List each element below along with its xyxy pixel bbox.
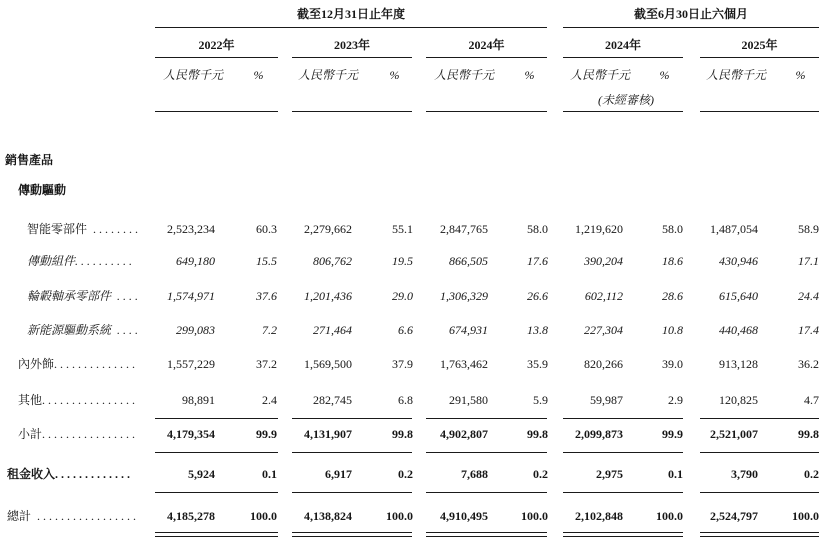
amount-2023: 271,464	[313, 323, 352, 337]
percent-2024-h1: 10.8	[662, 323, 683, 337]
amount-2022: 4,185,278	[167, 509, 215, 523]
percent-unit-2025-h1: %	[795, 68, 806, 82]
row-label-text: 輪轂軸承零部件	[27, 289, 112, 303]
subtotal-bottom-rule	[426, 452, 547, 453]
double-rule	[155, 532, 278, 537]
amount-2024-h1: 390,204	[584, 254, 623, 268]
percent-2024: 26.6	[527, 289, 548, 303]
percent-2025-h1: 17.1	[798, 254, 819, 268]
percent-2022: 37.2	[256, 357, 277, 371]
subtotal-row	[0, 426, 823, 442]
percent-unit-2023: %	[389, 68, 400, 82]
amount-2025-h1: 430,946	[719, 254, 758, 268]
table-row	[0, 288, 823, 304]
interim-period-heading: 截至6月30日止六個月	[633, 7, 748, 21]
percent-2024-h1: 100.0	[656, 509, 683, 523]
row-label	[7, 466, 146, 482]
table-row	[0, 466, 823, 482]
double-rule	[563, 532, 683, 537]
amount-2022: 2,523,234	[167, 222, 215, 236]
amount-2022: 1,574,971	[167, 289, 215, 303]
subtotal-rule	[700, 418, 819, 419]
amount-2022: 98,891	[182, 393, 215, 407]
percent-2024-h1: 0.1	[668, 467, 683, 481]
amount-2024: 1,763,462	[440, 357, 488, 371]
double-rule	[426, 532, 547, 537]
year-2022-heading: 2022年	[198, 38, 235, 52]
unit-rule	[292, 111, 412, 112]
amount-2025-h1: 2,521,007	[710, 427, 758, 441]
section-heading-drive: 傳動驅動	[18, 183, 67, 197]
percent-2024: 100.0	[521, 509, 548, 523]
unit-rule	[426, 111, 547, 112]
percent-2025-h1: 99.8	[798, 427, 819, 441]
row-label	[27, 322, 146, 338]
amount-unit-2025-h1: 人民幣千元	[706, 68, 767, 82]
amount-unit-2024: 人民幣千元	[434, 68, 495, 82]
percent-2024: 99.8	[527, 427, 548, 441]
amount-2023: 806,762	[313, 254, 352, 268]
row-label-text: 新能源驅動系統	[27, 323, 112, 337]
table-row	[0, 356, 823, 372]
percent-2025-h1: 17.4	[798, 323, 819, 337]
unit-rule	[563, 111, 683, 112]
amount-2022: 1,557,229	[167, 357, 215, 371]
percent-unit-2022: %	[253, 68, 264, 82]
unaudited-note: (未經審核)	[598, 93, 654, 107]
amount-2025-h1: 3,790	[731, 467, 758, 481]
percent-2024: 17.6	[527, 254, 548, 268]
amount-2024-h1: 820,266	[584, 357, 623, 371]
subtotal-bottom-rule	[700, 452, 819, 453]
percent-2023: 37.9	[392, 357, 413, 371]
percent-2025-h1: 0.2	[804, 467, 819, 481]
row-label	[27, 221, 146, 237]
amount-2022: 649,180	[176, 254, 215, 268]
percent-2023: 19.5	[392, 254, 413, 268]
percent-2024-h1: 99.9	[662, 427, 683, 441]
amount-2024: 7,688	[461, 467, 488, 481]
percent-2024: 58.0	[527, 222, 548, 236]
percent-2024-h1: 39.0	[662, 357, 683, 371]
percent-2023: 55.1	[392, 222, 413, 236]
percent-2022: 37.6	[256, 289, 277, 303]
row-label-text: 內外飾	[18, 357, 55, 371]
subtotal-rule	[563, 418, 683, 419]
percent-2022: 100.0	[250, 509, 277, 523]
table-row	[0, 322, 823, 338]
percent-2022: 2.4	[262, 393, 277, 407]
subtotal-bottom-rule	[155, 452, 278, 453]
amount-unit-2022: 人民幣千元	[163, 68, 224, 82]
amount-2023: 6,917	[325, 467, 352, 481]
year-rule	[563, 57, 683, 58]
year-2024-heading: 2024年	[468, 38, 505, 52]
amount-2022: 5,924	[188, 467, 215, 481]
annual-period-heading: 截至12月31日止年度	[296, 7, 405, 21]
double-rule	[700, 532, 819, 537]
percent-2023: 6.6	[398, 323, 413, 337]
total-row	[0, 508, 823, 524]
percent-2023: 100.0	[386, 509, 413, 523]
year-2024-h1-heading: 2024年	[604, 38, 641, 52]
total-rule	[292, 492, 412, 493]
percent-unit-2024-h1: %	[659, 68, 670, 82]
percent-2024-h1: 58.0	[662, 222, 683, 236]
row-label	[27, 253, 146, 269]
dot-leader: ....	[111, 323, 142, 337]
percent-unit-2024: %	[524, 68, 535, 82]
total-rule	[700, 492, 819, 493]
percent-2023: 29.0	[392, 289, 413, 303]
amount-2024-h1: 1,219,620	[575, 222, 623, 236]
unit-rule	[155, 111, 278, 112]
row-label	[7, 508, 146, 524]
amount-2024-h1: 227,304	[584, 323, 623, 337]
percent-2024-h1: 2.9	[668, 393, 683, 407]
percent-2022: 60.3	[256, 222, 277, 236]
percent-2025-h1: 100.0	[792, 509, 819, 523]
percent-2024: 35.9	[527, 357, 548, 371]
row-label-text: 總計	[7, 509, 32, 523]
year-rule	[292, 57, 412, 58]
dot-leader: ................	[42, 427, 139, 441]
dot-leader: ..............	[54, 357, 139, 371]
amount-unit-2023: 人民幣千元	[298, 68, 359, 82]
amount-2024-h1: 2,102,848	[575, 509, 623, 523]
amount-2024: 4,902,807	[440, 427, 488, 441]
amount-2024: 674,931	[449, 323, 488, 337]
row-label-text: 傳動組件	[27, 254, 76, 268]
amount-2023: 1,201,436	[304, 289, 352, 303]
amount-2024: 4,910,495	[440, 509, 488, 523]
subtotal-bottom-rule	[292, 452, 412, 453]
total-rule	[426, 492, 547, 493]
amount-2024-h1: 2,099,873	[575, 427, 623, 441]
percent-2022: 7.2	[262, 323, 277, 337]
subtotal-rule	[155, 418, 278, 419]
total-rule	[563, 492, 683, 493]
row-label-text: 智能零部件	[27, 222, 88, 236]
table-row	[0, 253, 823, 269]
row-label-text: 小計	[18, 427, 43, 441]
row-label	[18, 392, 146, 408]
amount-2023: 2,279,662	[304, 222, 352, 236]
dot-leader: ........	[87, 222, 142, 236]
amount-unit-2024-h1: 人民幣千元	[570, 68, 631, 82]
unit-rule	[700, 111, 819, 112]
dot-leader: ....	[111, 289, 142, 303]
percent-2025-h1: 36.2	[798, 357, 819, 371]
section-heading-sales: 銷售產品	[5, 153, 54, 167]
row-label-text: 租金收入	[7, 467, 56, 481]
amount-2023: 4,131,907	[304, 427, 352, 441]
year-rule	[155, 57, 278, 58]
percent-2025-h1: 4.7	[804, 393, 819, 407]
annual-heading-rule	[155, 27, 547, 28]
amount-2025-h1: 1,487,054	[710, 222, 758, 236]
amount-2024: 1,306,329	[440, 289, 488, 303]
amount-2022: 4,179,354	[167, 427, 215, 441]
percent-2023: 99.8	[392, 427, 413, 441]
amount-2024: 291,580	[449, 393, 488, 407]
row-label	[18, 426, 146, 442]
percent-2022: 99.9	[256, 427, 277, 441]
dot-leader: .................	[31, 509, 140, 523]
amount-2025-h1: 615,640	[719, 289, 758, 303]
percent-2022: 0.1	[262, 467, 277, 481]
subtotal-bottom-rule	[563, 452, 683, 453]
percent-2024: 0.2	[533, 467, 548, 481]
amount-2023: 282,745	[313, 393, 352, 407]
amount-2025-h1: 913,128	[719, 357, 758, 371]
year-rule	[700, 57, 819, 58]
dot-leader: ................	[42, 393, 139, 407]
percent-2024-h1: 28.6	[662, 289, 683, 303]
year-2023-heading: 2023年	[333, 38, 370, 52]
interim-heading-rule	[563, 27, 819, 28]
amount-2024: 2,847,765	[440, 222, 488, 236]
row-label	[27, 288, 146, 304]
row-label	[18, 356, 146, 372]
amount-2024: 866,505	[449, 254, 488, 268]
year-2025-h1-heading: 2025年	[741, 38, 778, 52]
subtotal-rule	[292, 418, 412, 419]
amount-2023: 1,569,500	[304, 357, 352, 371]
dot-leader: ..........	[75, 254, 136, 268]
percent-2025-h1: 24.4	[798, 289, 819, 303]
year-rule	[426, 57, 547, 58]
amount-2022: 299,083	[176, 323, 215, 337]
subtotal-rule	[426, 418, 547, 419]
amount-2023: 4,138,824	[304, 509, 352, 523]
table-row	[0, 221, 823, 237]
table-row	[0, 392, 823, 408]
amount-2025-h1: 2,524,797	[710, 509, 758, 523]
amount-2024-h1: 602,112	[584, 289, 623, 303]
percent-2023: 0.2	[398, 467, 413, 481]
amount-2025-h1: 120,825	[719, 393, 758, 407]
percent-2024: 13.8	[527, 323, 548, 337]
amount-2024-h1: 2,975	[596, 467, 623, 481]
percent-2025-h1: 58.9	[798, 222, 819, 236]
percent-2022: 15.5	[256, 254, 277, 268]
percent-2023: 6.8	[398, 393, 413, 407]
amount-2025-h1: 440,468	[719, 323, 758, 337]
row-label-text: 其他	[18, 393, 43, 407]
double-rule	[292, 532, 412, 537]
dot-leader: .............	[55, 467, 134, 481]
percent-2024: 5.9	[533, 393, 548, 407]
total-rule	[155, 492, 278, 493]
percent-2024-h1: 18.6	[662, 254, 683, 268]
amount-2024-h1: 59,987	[590, 393, 623, 407]
